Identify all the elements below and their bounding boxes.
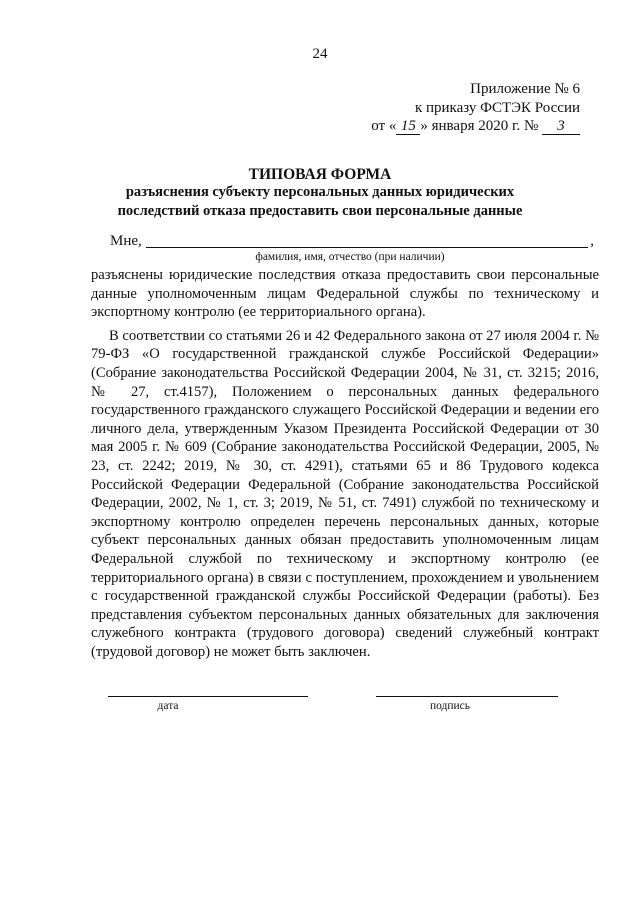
handwritten-day: 15	[396, 119, 420, 135]
paragraph-1: разъяснены юридические последствия отказа предоставить свои персональные данные уполномоченным лицам Федеральной службы по техническому и экспортному контролю (ее территориального органа).	[91, 267, 599, 321]
appendix-block	[340, 80, 580, 136]
name-field-hint: фамилия, имя, отчество (при наличии)	[255, 251, 445, 263]
form-title: ТИПОВАЯ ФОРМА	[248, 166, 392, 183]
fill-in-suffix: ,	[590, 233, 594, 249]
signature-blank-line	[376, 696, 558, 697]
date-label: дата	[157, 700, 179, 712]
appendix-line-3	[340, 117, 580, 136]
date-blank-line	[108, 696, 308, 697]
signature-label: подпись	[429, 700, 471, 712]
name-blank-line	[146, 247, 588, 248]
fill-in-prefix: Мне,	[110, 233, 142, 249]
form-subtitle: разъяснения субъекту персональных данных юридических последствий отказа предоставить свои персональные данные	[117, 184, 523, 219]
body-text	[91, 266, 599, 661]
page-number: 24	[312, 46, 328, 62]
handwritten-number: 3	[542, 119, 580, 135]
appendix-line-2: к приказу ФСТЭК России	[414, 99, 580, 116]
name-fill-in-row	[110, 233, 600, 251]
paragraph-2: В соответствии со статьями 26 и 42 Федерального закона от 27 июля 2004 г. № 79-ФЗ «О государственной гражданской службе Российской Федерации» (Собрание законодательства Российской Федерации 2004, № 31, ст. 3215; 2016, № 27, ст.4157), Положением о персональных данных федерального государственного гражданского служащего Российской Федерации и ведении его личного дела, утвержденным Указом Президента Российской Федерации от 30 мая 2005 г. № 609 (Собрание законодательства Российской Федерации, 2005, № 23, ст. 2242; 2019, № 30, ст. 4291), статьями 65 и 86 Трудового кодекса Российской Федерации Федеральной (Собрание законодательства Российской Федерации, 2002, № 1, ст. 3; 2019, № 51, ст. 7491) службой по техническому и экспортному контролю определен перечень персональных данных, которые субъект персональных данных обязан предоставить уполномоченным лицам Федеральной службой по техническому и экспортному контролю (ее территориального органа) в связи с поступлением, прохождением и увольнением с государственной гражданской службы Российской Федерации (работы). Без представления субъектом персональных данных обязательных для заключения служебного контракта (трудового договора) сведений служебный контракт (трудовой договор) не может быть заключен.	[91, 327, 599, 660]
appendix-date-prefix: от «	[371, 118, 397, 134]
appendix-line-1: Приложение № 6	[470, 81, 580, 97]
appendix-date-middle: » января 2020 г. №	[420, 118, 542, 134]
